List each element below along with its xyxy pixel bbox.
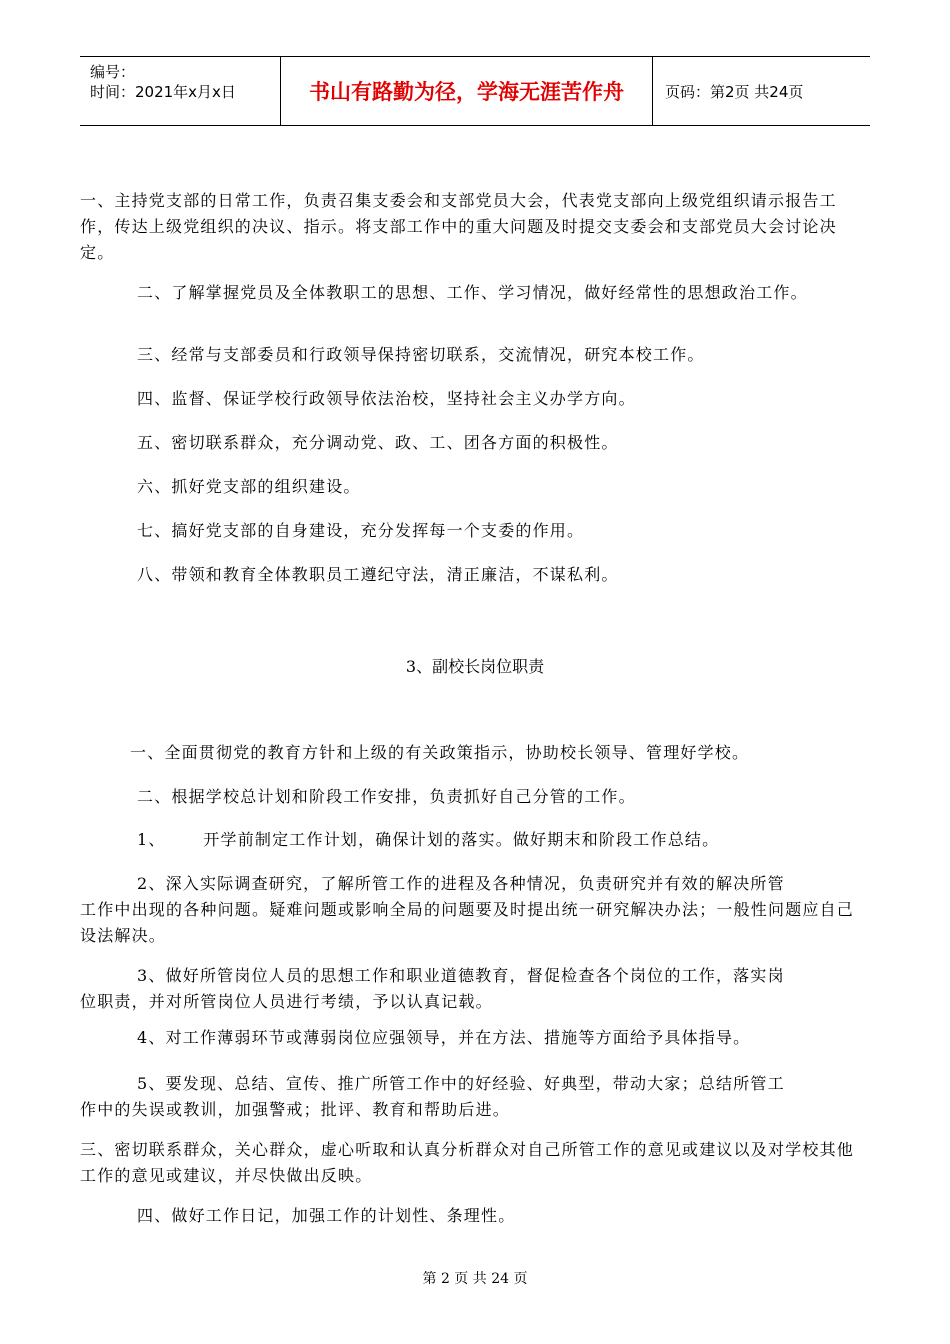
header-meta xyxy=(80,57,281,125)
page-header xyxy=(80,56,870,126)
paragraph-first-line: 5、要发现、总结、宣传、推广所管工作中的好经验、好典型，带动大家；总结所管工 xyxy=(137,1074,785,1093)
paragraph-continuation: 位职责，并对所管岗位人员进行考绩，予以认真记载。 xyxy=(80,992,493,1011)
section-title: 3、副校长岗位职责 xyxy=(405,657,545,676)
paragraph: 四、监督、保证学校行政领导依法治校，坚持社会主义办学方向。 xyxy=(137,389,636,408)
paragraph: 一、全面贯彻党的教育方针和上级的有关政策指示，协助校长领导、管理好学校。 xyxy=(130,743,750,762)
paragraph: 八、带领和教育全体教职员工遵纪守法，清正廉洁，不谋私利。 xyxy=(137,565,619,584)
paragraph: 六、抓好党支部的组织建设。 xyxy=(137,477,361,496)
paragraph: 二、了解掌握党员及全体教职工的思想、工作、学习情况，做好经常性的思想政治工作。 xyxy=(137,283,808,302)
paragraph: 1、 开学前制定工作计划，确保计划的落实。做好期末和阶段工作总结。 xyxy=(137,830,720,849)
document-time-label: 时间：2021年x月x日 xyxy=(90,83,236,101)
paragraph: 五、密切联系群众，充分调动党、政、工、团各方面的积极性。 xyxy=(137,433,619,452)
paragraph: 七、搞好党支部的自身建设，充分发挥每一个支委的作用。 xyxy=(137,521,585,540)
paragraph-first-line: 3、做好所管岗位人员的思想工作和职业道德教育，督促检查各个岗位的工作，落实岗 xyxy=(137,966,785,985)
header-page-info: 页码：第2页 共24页 xyxy=(665,82,804,101)
paragraph: 三、经常与支部委员和行政领导保持密切联系，交流情况，研究本校工作。 xyxy=(137,345,705,364)
header-motto: 书山有路勤为径，学海无涯苦作舟 xyxy=(281,57,653,125)
document-number-label: 编号： xyxy=(90,63,136,81)
paragraph: 四、做好工作日记，加强工作的计划性、条理性。 xyxy=(137,1206,516,1225)
paragraph: 4、对工作薄弱环节或薄弱岗位应强领导，并在方法、措施等方面给予具体指导。 xyxy=(137,1028,751,1047)
paragraph-continuation: 工作中出现的各种问题。疑难问题或影响全局的问题要及时提出统一研究解决办法；一般性问题应自己设法解决。 xyxy=(80,900,855,945)
paragraph: 一、主持党支部的日常工作，负责召集支委会和支部党员大会，代表党支部向上级党组织请示报告工作，传达上级党组织的决议、指示。将支部工作中的重大问题及时提交支委会和支部党员大会讨论决定。 xyxy=(80,191,837,262)
page-footer: 第 2 页 共 24 页 xyxy=(422,1271,528,1287)
paragraph: 三、密切联系群众，关心群众，虚心听取和认真分析群众对自己所管工作的意见或建议以及对学校其他工作的意见或建议，并尽快做出反映。 xyxy=(80,1140,855,1185)
paragraph-continuation: 作中的失误或教训，加强警戒；批评、教育和帮助后进。 xyxy=(80,1100,511,1119)
paragraph-first-line: 2、深入实际调查研究，了解所管工作的进程及各种情况，负责研究并有效的解决所管 xyxy=(137,874,785,893)
paragraph: 二、根据学校总计划和阶段工作安排，负责抓好自己分管的工作。 xyxy=(137,787,636,806)
